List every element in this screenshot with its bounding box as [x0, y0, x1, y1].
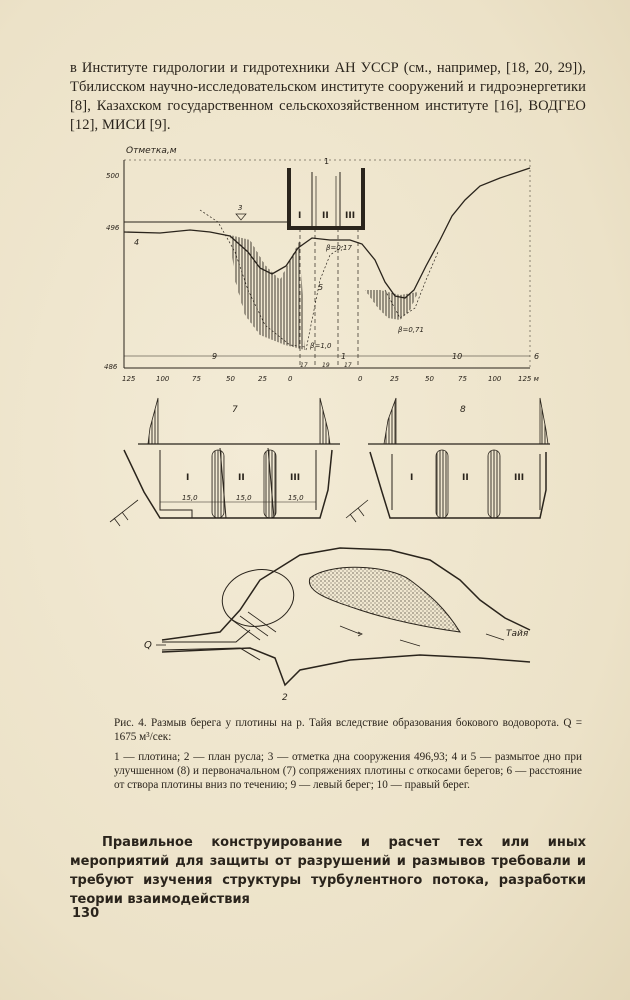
plan-shoal [309, 567, 460, 632]
velocity-diagram-right-8 [540, 398, 548, 444]
bed-profile-4 [124, 168, 530, 298]
water-level-marker [236, 214, 246, 220]
scour-area-right [365, 290, 418, 320]
beta-0-17: β=0,17 [326, 244, 352, 252]
profile-ylabel: Отметка,м [126, 146, 177, 156]
bed-profile-dashed-2 [306, 245, 345, 350]
label-3: 3 [238, 204, 243, 212]
section-7 [110, 398, 340, 526]
label-9: 9 [212, 352, 218, 361]
figure-drawing [100, 140, 550, 710]
label-7: 7 [232, 405, 238, 415]
label-8: 8 [460, 405, 466, 415]
section-8-pier-1 [436, 450, 448, 518]
beta-1-0: β=1,0 [310, 342, 332, 350]
dim-17b: 17 [344, 362, 352, 369]
plan-q-label: Q [144, 640, 152, 651]
x-tick-labels [122, 375, 540, 383]
section-7-walls [160, 448, 316, 518]
section-7-dim-3: 15,0 [288, 494, 304, 502]
y-tick-500: 500 [106, 172, 120, 180]
section-7-axis-marker [110, 500, 138, 526]
x-tick: 0 [358, 375, 363, 383]
x-tick: 125 м [518, 375, 539, 383]
bottom-paragraph: Правильное конструирование и расчет тех или иных мероприятий для защиты от разрушений и размывов требовали и требуют изучения структуры турбулентного потока, разработки теории взаимодействия [70, 835, 586, 907]
label-5: 5 [318, 283, 324, 292]
velocity-diagram-left-8 [384, 398, 396, 444]
section-7-pier-1 [212, 450, 224, 518]
section-7-pier-2 [264, 450, 276, 518]
label-10: 10 [452, 352, 463, 361]
bay-II: II [322, 211, 329, 221]
velocity-diagram-right-7 [320, 398, 330, 444]
x-tick: 75 [192, 375, 201, 383]
label-2: 2 [282, 693, 288, 703]
bay-III: III [345, 211, 356, 221]
y-tick-486: 486 [104, 363, 118, 371]
plan-lower-bank [162, 648, 530, 685]
section-8 [346, 398, 550, 522]
y-tick-496: 496 [106, 224, 120, 232]
section-8-axis-marker [346, 500, 368, 522]
x-tick: 50 [425, 375, 434, 383]
top-paragraph: в Институте гидрологии и гидротехники АН УССР (см., например, [18, 20, 29]), Тбилисском научно-исследовательском институте сооружений и гидроэнергетики [8], Казахском государственном сельскохозяйственном институте [16], ВОДГЕО [12], МИСИ [9]. [70, 59, 586, 133]
section-8-pier-2 [488, 450, 500, 518]
x-tick: 25 [258, 375, 267, 383]
section-7-bay-I: I [186, 473, 190, 483]
section-7-dim-1: 15,0 [182, 494, 198, 502]
plan-flow-arrows [340, 626, 504, 646]
x-tick: 75 [458, 375, 467, 383]
x-tick: 125 [122, 375, 136, 383]
label-4: 4 [134, 238, 140, 247]
caption-legend: 1 — плотина; 2 — план русла; 3 — отметка дна сооружения 496,93; 4 и 5 — размытое дно при улучшенном (8) и первоначальном (7) сопряжениях плотины с откосами берегов; 6 — расстояние от створа плотины вниз по течению; 9 — левый берег; 10 — правый берег. [114, 751, 582, 791]
plan-river-label: Тайя [506, 629, 529, 639]
dim-19: 19 [322, 362, 330, 369]
section-7-bay-III: III [290, 473, 301, 483]
bay-I: I [298, 211, 302, 221]
velocity-diagram-left-7 [148, 398, 158, 444]
x-tick: 25 [390, 375, 399, 383]
x-tick: 50 [226, 375, 235, 383]
scour-area-left [230, 235, 305, 350]
section-8-bay-II: II [462, 473, 469, 483]
beta-0-71: β=0,71 [398, 326, 424, 334]
dim-17a: 17 [300, 362, 308, 369]
x-tick: 100 [488, 375, 502, 383]
section-7-channel [124, 450, 332, 518]
figure-caption [82, 716, 582, 792]
label-6: 6 [534, 352, 540, 361]
label-1-top: 1 [324, 157, 330, 166]
x-tick: 0 [288, 375, 293, 383]
section-7-dim-2: 15,0 [236, 494, 252, 502]
plan-view [144, 548, 530, 703]
label-1-bottom: 1 [341, 352, 347, 361]
caption-title: Рис. 4. Размыв берега у плотины на р. Тайя вследствие образования бокового водоворота. Q = 1675 м³/сек: [114, 717, 582, 743]
section-8-channel [370, 452, 546, 518]
figure-4 [100, 140, 550, 710]
plan-dam-lines [162, 630, 260, 660]
section-8-bay-I: I [410, 473, 414, 483]
x-tick: 100 [156, 375, 170, 383]
profile-section [104, 146, 540, 383]
section-7-bay-II: II [238, 473, 245, 483]
section-8-bay-III: III [514, 473, 525, 483]
page-number: 130 [72, 906, 100, 921]
